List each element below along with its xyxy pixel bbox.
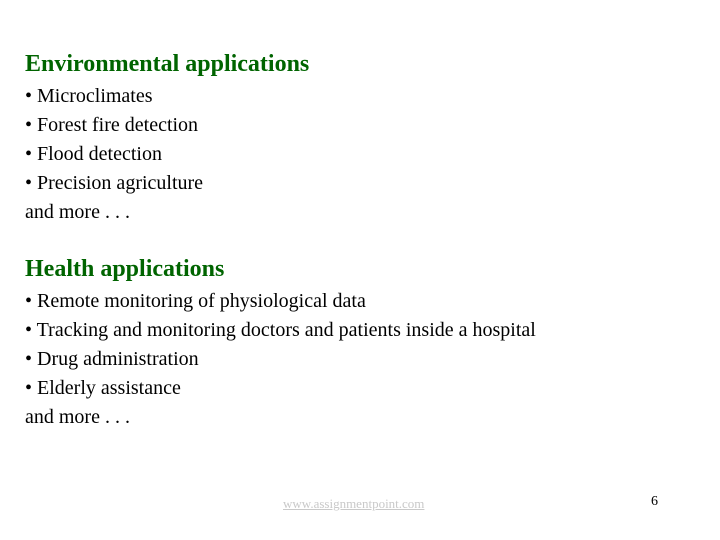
list-item: • Tracking and monitoring doctors and patients inside a hospital [25, 319, 536, 341]
environmental-heading: Environmental applications [25, 51, 310, 77]
list-item: • Remote monitoring of physiological data [25, 290, 366, 312]
list-item: • Elderly assistance [25, 377, 181, 399]
environmental-section [25, 49, 685, 227]
list-item: and more . . . [25, 406, 130, 428]
list-item: • Precision agriculture [25, 172, 204, 194]
page-number: 6 [651, 494, 658, 509]
list-item: • Forest fire detection [25, 114, 199, 136]
list-item: and more . . . [25, 201, 130, 223]
list-item: • Microclimates [25, 85, 153, 107]
health-section [25, 254, 685, 432]
health-heading: Health applications [25, 256, 225, 282]
footer-website-link[interactable]: www.assignmentpoint.com [283, 496, 425, 511]
list-item: • Drug administration [25, 348, 199, 370]
list-item: • Flood detection [25, 143, 162, 165]
